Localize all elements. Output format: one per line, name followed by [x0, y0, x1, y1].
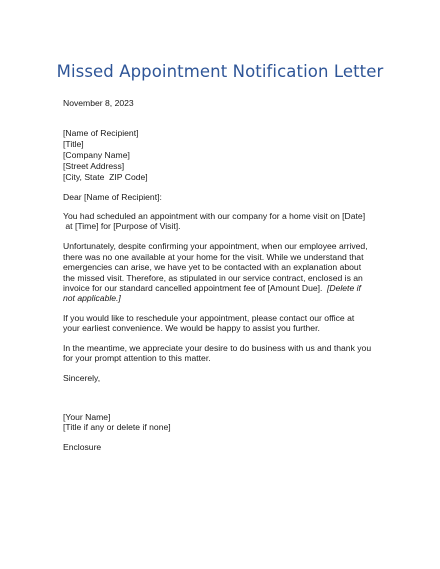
signature-title: [Title if any or delete if none]: [63, 422, 171, 432]
closing: Sincerely,: [63, 373, 101, 383]
paragraph4-line: In the meantime, we appreciate your desire to do business with us and thank you: [63, 343, 372, 353]
salutation: Dear [Name of Recipient]:: [63, 192, 162, 202]
recipient-street: [Street Address]: [63, 161, 125, 171]
paragraph4-line: for your prompt attention to this matter.: [63, 353, 211, 363]
recipient-name: [Name of Recipient]: [63, 128, 139, 138]
paragraph1-line: You had scheduled an appointment with our company for a home visit on [Date]: [63, 211, 366, 221]
paragraph2-line: emergencies can arise, we have yet to be contacted with an explanation about: [63, 262, 362, 272]
paragraph1-line: at [Time] for [Purpose of Visit].: [63, 221, 181, 231]
delete-if-note-cont: not applicable.]: [63, 293, 121, 303]
recipient-city: [City, State ZIP Code]: [63, 172, 148, 182]
paragraph2-line: there was no one available at your home for the visit. While we understand that: [63, 252, 364, 262]
enclosure: Enclosure: [63, 442, 102, 452]
paragraph2-line: Unfortunately, despite confirming your appointment, when our employee arrived,: [63, 241, 368, 251]
paragraph3-line: your earliest convenience. We would be happy to assist you further.: [63, 323, 320, 333]
delete-if-note: [Delete if: [327, 283, 361, 293]
paragraph2-line: the missed visit. Therefore, as stipulated in our service contract, enclosed is an: [63, 273, 363, 283]
paragraph2-line: invoice for our standard cancelled appointment fee of [Amount Due].: [63, 283, 323, 293]
letter-date: November 8, 2023: [63, 98, 134, 108]
paragraph3-line: If you would like to reschedule your appointment, please contact our office at: [63, 313, 355, 323]
recipient-title: [Title]: [63, 139, 84, 149]
letter-title: Missed Appointment Notification Letter: [56, 62, 384, 81]
signature-name: [Your Name]: [63, 412, 111, 422]
recipient-company: [Company Name]: [63, 150, 130, 160]
